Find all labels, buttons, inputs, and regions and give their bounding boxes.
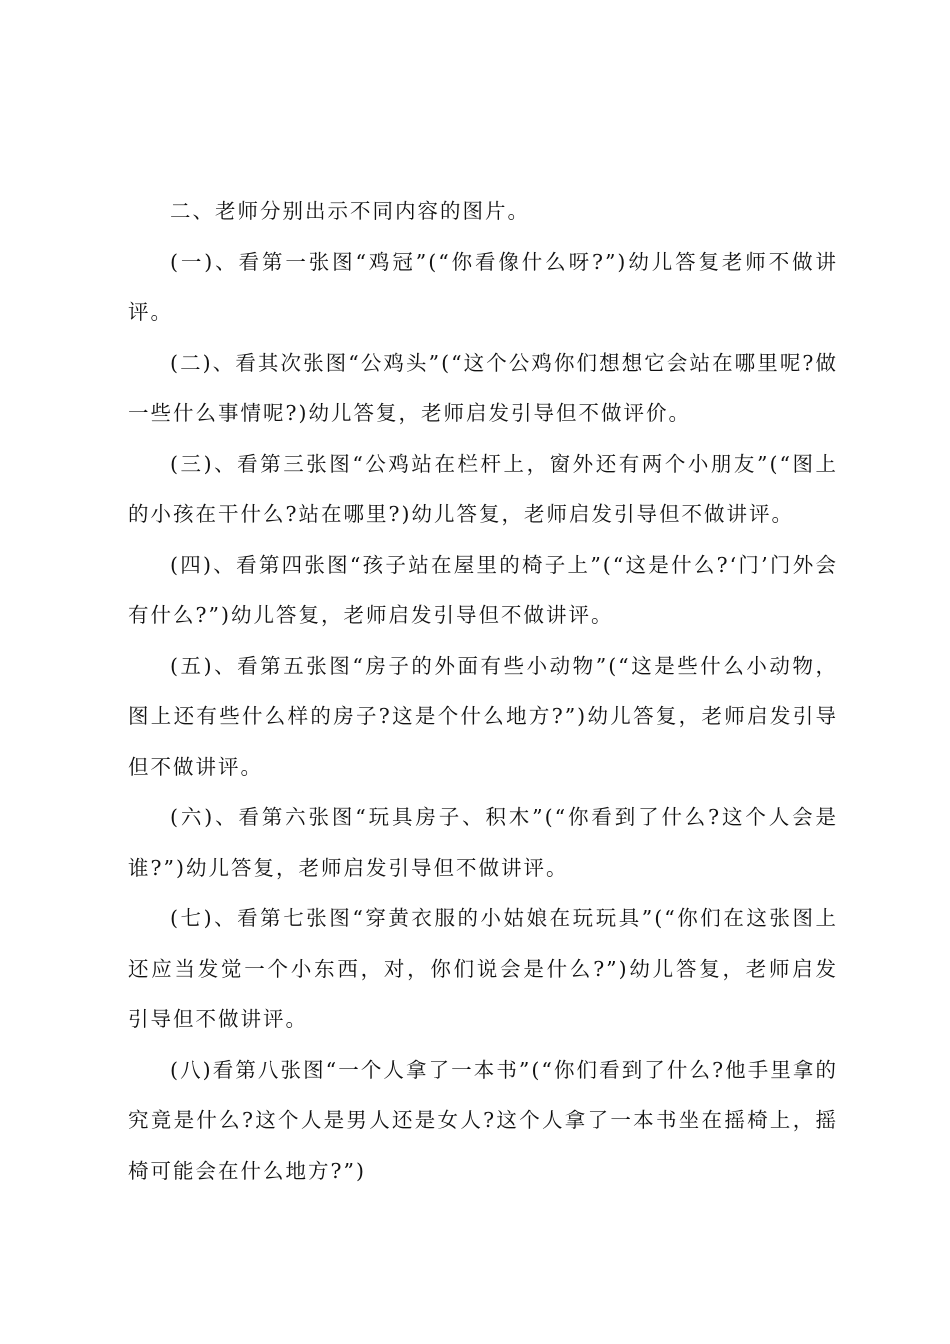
paragraph-picture-7: (七)、看第七张图“穿黄衣服的小姑娘在玩玩具”(“你们在这张图上还应当发觉一个小东西，对，你们说会是什么?”)幼儿答复，老师启发引导但不做讲评。 <box>128 906 838 1031</box>
paragraph-picture-3: (三)、看第三张图“公鸡站在栏杆上，窗外还有两个小朋友”(“图上的小孩在干什么?站在哪里?)幼儿答复，老师启发引导但不做讲评。 <box>128 451 838 526</box>
paragraph-step-2-heading: 二、老师分别出示不同内容的图片。 <box>170 199 530 223</box>
paragraph-picture-4: (四)、看第四张图“孩子站在屋里的椅子上”(“这是什么?‘门’门外会有什么?”)幼儿答复，老师启发引导但不做讲评。 <box>128 552 838 627</box>
paragraph-picture-2: (二)、看其次张图“公鸡头”(“这个公鸡你们想想它会站在哪里呢?做一些什么事情呢?)幼儿答复，老师启发引导但不做评价。 <box>128 350 838 425</box>
paragraph-picture-8: (八)看第八张图“一个人拿了一本书”(“你们看到了什么?他手里拿的究竟是什么?这个人是男人还是女人?这个人拿了一本书坐在摇椅上，摇椅可能会在什么地方?”) <box>128 1057 838 1183</box>
paragraph-picture-5: (五)、看第五张图“房子的外面有些小动物”(“这是些什么小动物，图上还有些什么样的房子?这是个什么地方?”)幼儿答复，老师启发引导但不做讲评。 <box>128 653 838 779</box>
document-body <box>128 186 838 1196</box>
paragraph-picture-6: (六)、看第六张图“玩具房子、积木”(“你看到了什么?这个人会是谁?”)幼儿答复，老师启发引导但不做讲评。 <box>128 805 838 880</box>
paragraph-picture-1: (一)、看第一张图“鸡冠”(“你看像什么呀?”)幼儿答复老师不做讲评。 <box>128 249 838 324</box>
